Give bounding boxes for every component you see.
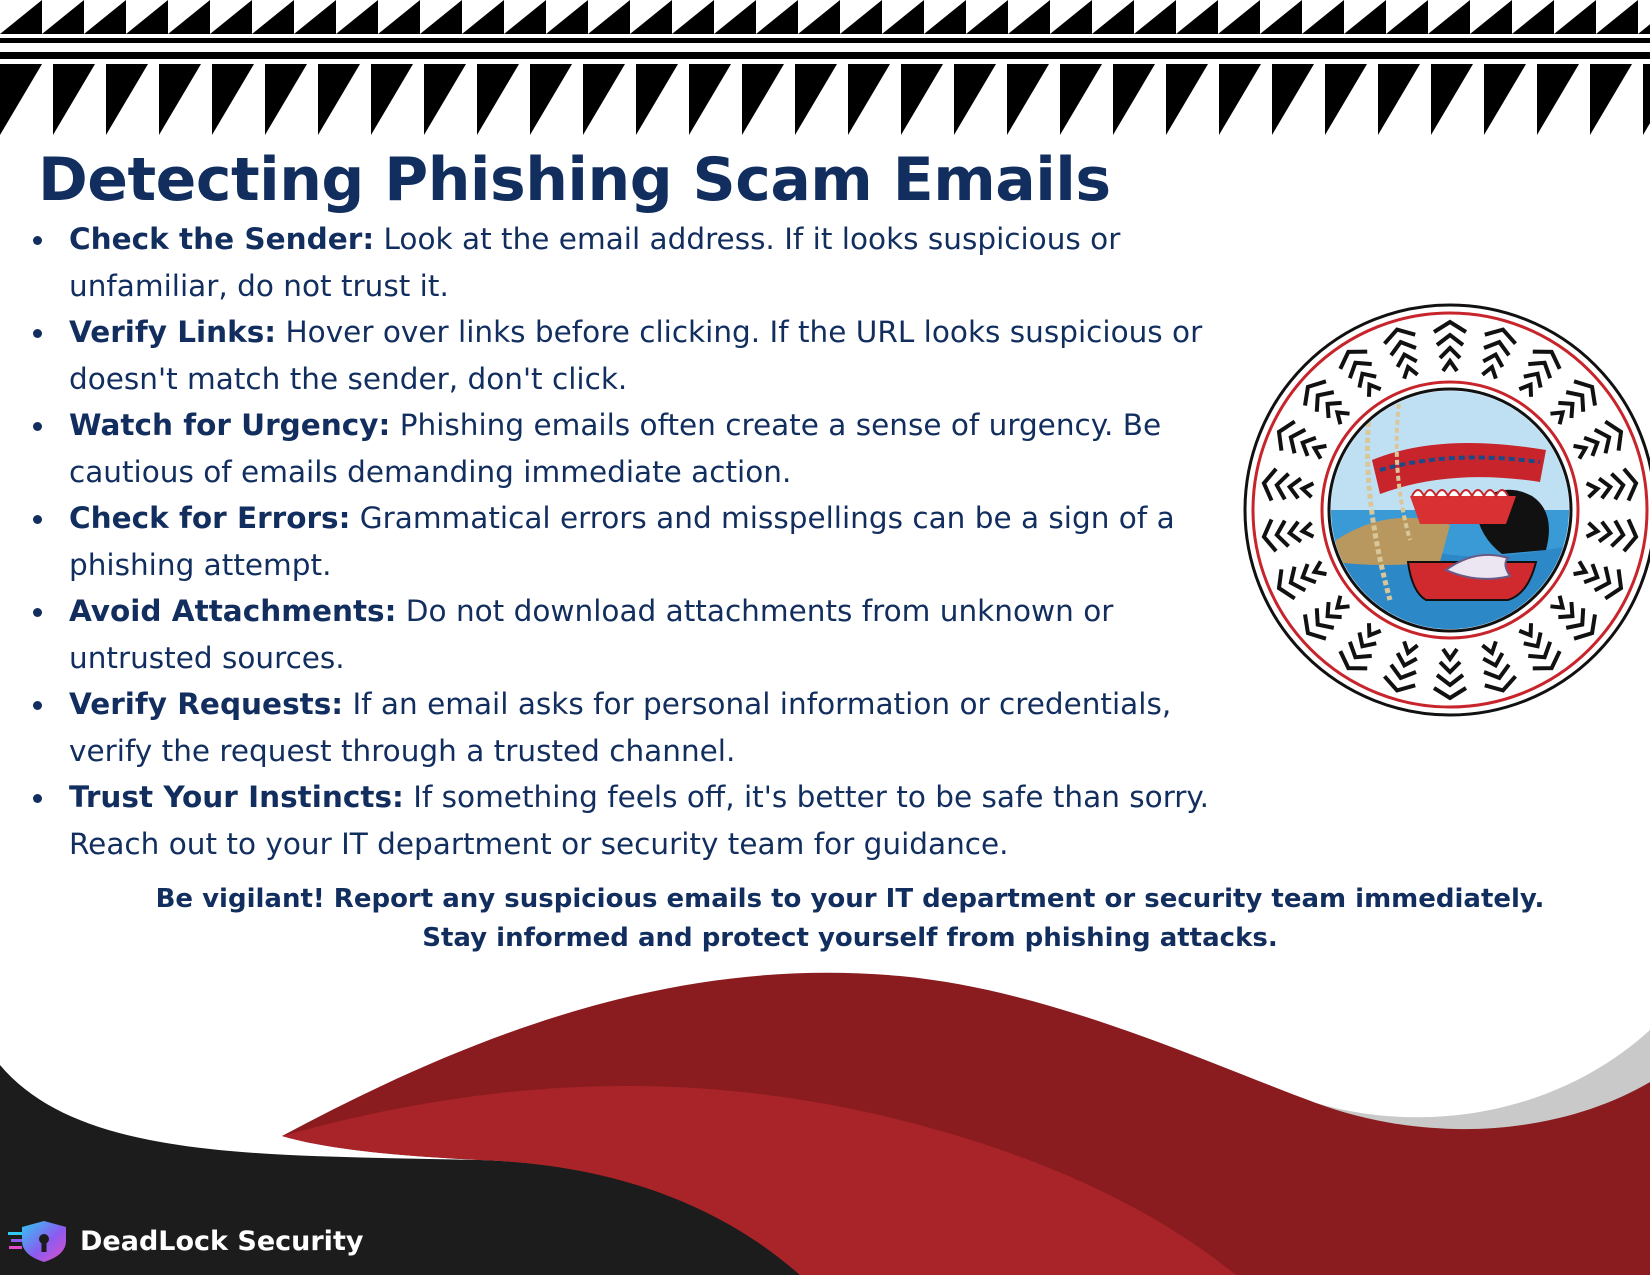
footer-line-2: Stay informed and protect yourself from phishing attacks. [422,923,1278,953]
tip-check-sender [28,216,1243,309]
geometric-top-border [0,0,1650,145]
tip-avoid-attachments [28,588,1243,681]
tip-text: Do not download attachments from unknown or untrusted sources. [69,594,1114,675]
page-title: Detecting Phishing Scam Emails [38,145,1111,215]
footer-line-1: Be vigilant! Report any suspicious emails to your IT department or security team immediately. [155,884,1545,914]
tip-heading: Verify Requests: [69,687,344,721]
tip-text: If an email asks for personal information or credentials, verify the request through a trusted channel. [69,687,1172,768]
tip-text: Phishing emails often create a sense of urgency. Be cautious of emails demanding immediate action. [69,408,1162,489]
brand-name: DeadLock Security [80,1225,364,1257]
tip-text: Grammatical errors and misspellings can be a sign of a phishing attempt. [69,501,1175,582]
tip-heading: Verify Links: [69,315,277,349]
tip-watch-urgency [28,402,1243,495]
tip-heading: Check for Errors: [69,501,351,535]
shield-lock-icon [8,1218,72,1264]
tip-heading: Check the Sender: [69,222,375,256]
tip-heading: Watch for Urgency: [69,408,391,442]
tip-trust-instincts [28,774,1243,867]
tip-verify-links [28,309,1243,402]
tribal-seal-emblem [1240,300,1650,720]
tip-text: Look at the email address. If it looks suspicious or unfamiliar, do not trust it. [69,222,1121,303]
tip-heading: Trust Your Instincts: [69,780,404,814]
tip-check-errors [28,495,1243,588]
brand-footer [8,1218,363,1264]
footer-note [80,880,1620,958]
tip-verify-requests [28,681,1243,774]
tip-text: If something feels off, it's better to be safe than sorry. Reach out to your IT department or security team for guidance. [69,780,1210,861]
tip-heading: Avoid Attachments: [69,594,397,628]
tip-text: Hover over links before clicking. If the URL looks suspicious or doesn't match the sender, don't click. [69,315,1203,396]
tips-list [28,216,1243,867]
